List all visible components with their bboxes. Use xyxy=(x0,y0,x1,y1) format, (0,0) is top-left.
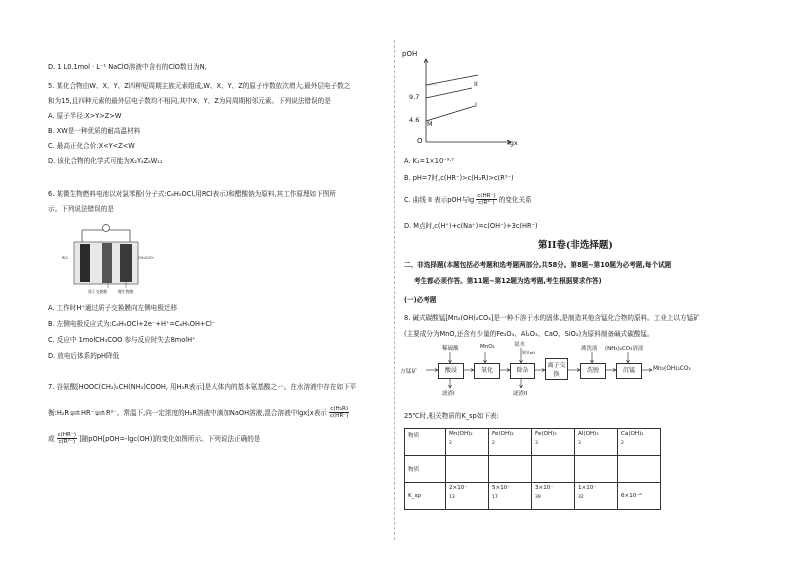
table-cell: K_sp xyxy=(405,483,446,510)
instructions-line1: 二、非选择题(本题包括必考题和选考题两部分,共58分。第8题~第10题为必考题,每个试题 xyxy=(404,261,672,269)
flow-step-ion-exchange: 离子交换 xyxy=(545,358,568,380)
q6-option-a: A. 工作时H⁺通过质子交换膜向左侧电极迁移 xyxy=(48,304,178,312)
q6-label-membrane: 质子交换膜 xyxy=(88,289,107,294)
poh-chart xyxy=(400,50,520,150)
table-cell xyxy=(618,456,661,483)
q6-label-right: CH₃COO⁻ xyxy=(138,256,155,260)
table-row xyxy=(405,456,661,483)
table-cell xyxy=(575,456,618,483)
q8-stem-line1: 8. 碱式碳酸锰[Mn₂(OH)₂CO₃]是一种不溶于水的固体,是制造其他含锰化合物的原料。工业上以方锰矿 xyxy=(404,314,700,322)
required-questions-heading: (一)必考题 xyxy=(404,296,437,304)
q7-option-c-fraction: $\frac{c(HR^-)}{\text{c(R²⁻)}}$ xyxy=(477,193,496,206)
q5-option-d: D. 该化合物的化学式可能为X₂Y₄Z₆W₁₂ xyxy=(48,157,163,165)
column-divider xyxy=(394,40,395,540)
flow-ammonia: 氨水 xyxy=(514,342,526,348)
flow-adjust-ph: 调节pH xyxy=(522,350,535,355)
q7-option-a: A. K₁=1×10⁻⁹·⁷ xyxy=(404,157,455,165)
q7-option-c xyxy=(404,193,532,206)
q6-option-d: D. 放电后体系的pH降低 xyxy=(48,352,120,360)
q6-stem-line1: 6. 某微生物燃料电池以对氯苯酚(分子式:C₆H₅OCl,用RCl表示)和醋酸钠为原料,其工作原理如下图所 xyxy=(48,190,336,198)
equilibrium-arrow-1 xyxy=(70,410,80,416)
table-cell: Al(OH)₃ 3 xyxy=(575,429,618,456)
q7-stem-line3 xyxy=(48,432,260,445)
flow-product: Mn₂(OH)₂CO₃ xyxy=(653,366,691,372)
q7-hr: HR⁻ xyxy=(81,408,95,417)
q7-stem-line1: 7. 谷氨酸[HOOC(CH₂)₂CH(NH₂)COOH, 用H₂R表示]是人体内的基本氨基酸之一。在水溶液中存在如下平 xyxy=(48,383,357,391)
table-cell xyxy=(489,456,532,483)
chart-point-m-label: M xyxy=(427,120,433,128)
table-cell: 物质 xyxy=(405,456,446,483)
chart-x-axis-label: lgx xyxy=(508,139,518,147)
q6-label-left: RCl xyxy=(62,256,68,260)
flow-ammonium-carbonate: (NH₄)₂CO₃溶液 xyxy=(605,346,644,352)
table-cell: 5×10⁻ 17 xyxy=(489,483,532,510)
q7-option-c-post: 的变化关系 xyxy=(498,195,532,204)
table-cell: Ca(OH)₂ 2 xyxy=(618,429,661,456)
ksp-intro: 25℃时,相关物质的K_sp如下表: xyxy=(404,412,499,420)
table-cell: Fe(OH)₂ 2 xyxy=(489,429,532,456)
q5-stem-line2: 和为15,且四种元素的最外层电子数均不相同,其中X、Y、Z为同周期相邻元素。下列说法错误的是 xyxy=(48,97,331,105)
q5-option-c: C. 最高正化合价:X<Y<Z<W xyxy=(48,142,135,150)
q7-option-d: D. M点时,c(H⁺)+c(Na⁺)=c(OH⁻)+3c(HR⁻) xyxy=(404,222,538,230)
flow-raw-material: 方锰矿 xyxy=(400,369,418,375)
section-ii-title: 第II卷(非选择题) xyxy=(538,240,613,251)
flow-wash-liquid: 沸洗液 xyxy=(581,346,598,352)
q6-label-microbe: 微生物膜 xyxy=(118,289,134,294)
q4-option-d: D. 1 L0.1mol · L⁻¹ NaClO溶液中含有的ClO数目为N, xyxy=(48,63,207,71)
q6-fuel-cell-figure xyxy=(62,218,155,296)
table-cell: 3×10⁻ 39 xyxy=(532,483,575,510)
table-cell: Mn(OH)₂ 2 xyxy=(446,429,489,456)
q6-option-c: C. 反应中 1molCH₃COO 参与反应时失去8molH⁺ xyxy=(48,336,196,344)
q5-option-a: A. 原子半径:X>Y>Z>W xyxy=(48,112,122,120)
q7-or: 或 xyxy=(48,434,55,443)
q7-stem-line2-rest: R²⁻。常温下,向一定浓度的H₂R溶液中滴加NaOH溶液,混合溶液中lgx[x表示 xyxy=(106,408,327,417)
flow-step-elution: 洗脱 xyxy=(580,363,606,379)
q7-h2r: 衡:H₂R xyxy=(48,408,69,417)
q8-stem-line2: (主要成分为MnO,还含有少量的Fe₃O₄、Al₂O₃、CaO、SiO₂)为原料制备碱式碳酸锰。 xyxy=(404,330,654,338)
q7-stem-line2 xyxy=(48,406,349,419)
q7-fraction-1: $\frac{\text{c(H₂R)}}{c(HR^-)}$ xyxy=(329,406,349,419)
table-cell: 1×10⁻ 32 xyxy=(575,483,618,510)
q8-process-flowchart xyxy=(400,342,720,404)
table-row xyxy=(405,429,661,456)
flow-step-oxidation: 氧化 xyxy=(474,363,500,379)
table-cell: 物质 xyxy=(405,429,446,456)
q7-fraction-2: $\frac{c(HR^-)}{\text{c(R²⁻)}}$ xyxy=(57,432,77,445)
table-cell: 2×10⁻ 13 xyxy=(446,483,489,510)
q5-option-b: B. XW是一种优质的耐高温材料 xyxy=(48,127,141,135)
q5-stem-line1: 5. 某化合物由W、X、Y、Z四种短周期主族元素组成,W、X、Y、Z的原子序数依次增大,最外层电子数之 xyxy=(48,82,351,90)
flow-step-precipitation: 沉锰 xyxy=(616,363,642,379)
table-cell xyxy=(446,456,489,483)
q7-option-b: B. pH=7时,c(HR⁻)>c(H₂R)>c(R²⁻) xyxy=(404,174,514,182)
flow-acid: 稀硫酸 xyxy=(442,346,459,352)
flow-mno2: MnO₂ xyxy=(480,344,495,350)
table-cell: Fe(OH)₃ 3 xyxy=(532,429,575,456)
table-cell: 6×10⁻⁶ xyxy=(618,483,661,510)
flow-residue-1: 滤渣I xyxy=(442,391,455,397)
flow-residue-2: 滤渣II xyxy=(513,391,528,397)
flow-step-impurity-removal: 除杂 xyxy=(510,363,535,379)
chart-origin-label: O xyxy=(417,137,423,145)
chart-y-tick-4-6: 4.6 xyxy=(409,116,420,124)
chart-y-axis-label: pOH xyxy=(402,50,418,58)
q7-stem-line3-rest: ]随pOH[pOH=-lgc(OH)]的变化如图所示。下列说法正确的是 xyxy=(79,434,261,443)
chart-line-ii-label: II xyxy=(474,80,478,88)
flow-step-acid-leach: 酸浸 xyxy=(438,363,464,379)
q6-option-b: B. 左侧电极反应式为:C₆H₅OCl+2e⁻+H⁺=C₆H₅OH+Cl⁻ xyxy=(48,320,216,328)
chart-y-tick-9-7: 9.7 xyxy=(409,93,420,101)
instructions-line2: 考生都必须作答。第11题~第12题为选考题,考生根据要求作答) xyxy=(414,277,602,285)
ksp-table xyxy=(404,428,661,510)
q6-stem-line2: 示。下列说法错误的是 xyxy=(48,205,114,213)
chart-line-i-label: I xyxy=(475,101,477,109)
equilibrium-arrow-2 xyxy=(95,410,105,416)
table-row xyxy=(405,483,661,510)
table-cell xyxy=(532,456,575,483)
q7-option-c-pre: C. 曲线 II 表示pOH与lg xyxy=(404,195,475,204)
